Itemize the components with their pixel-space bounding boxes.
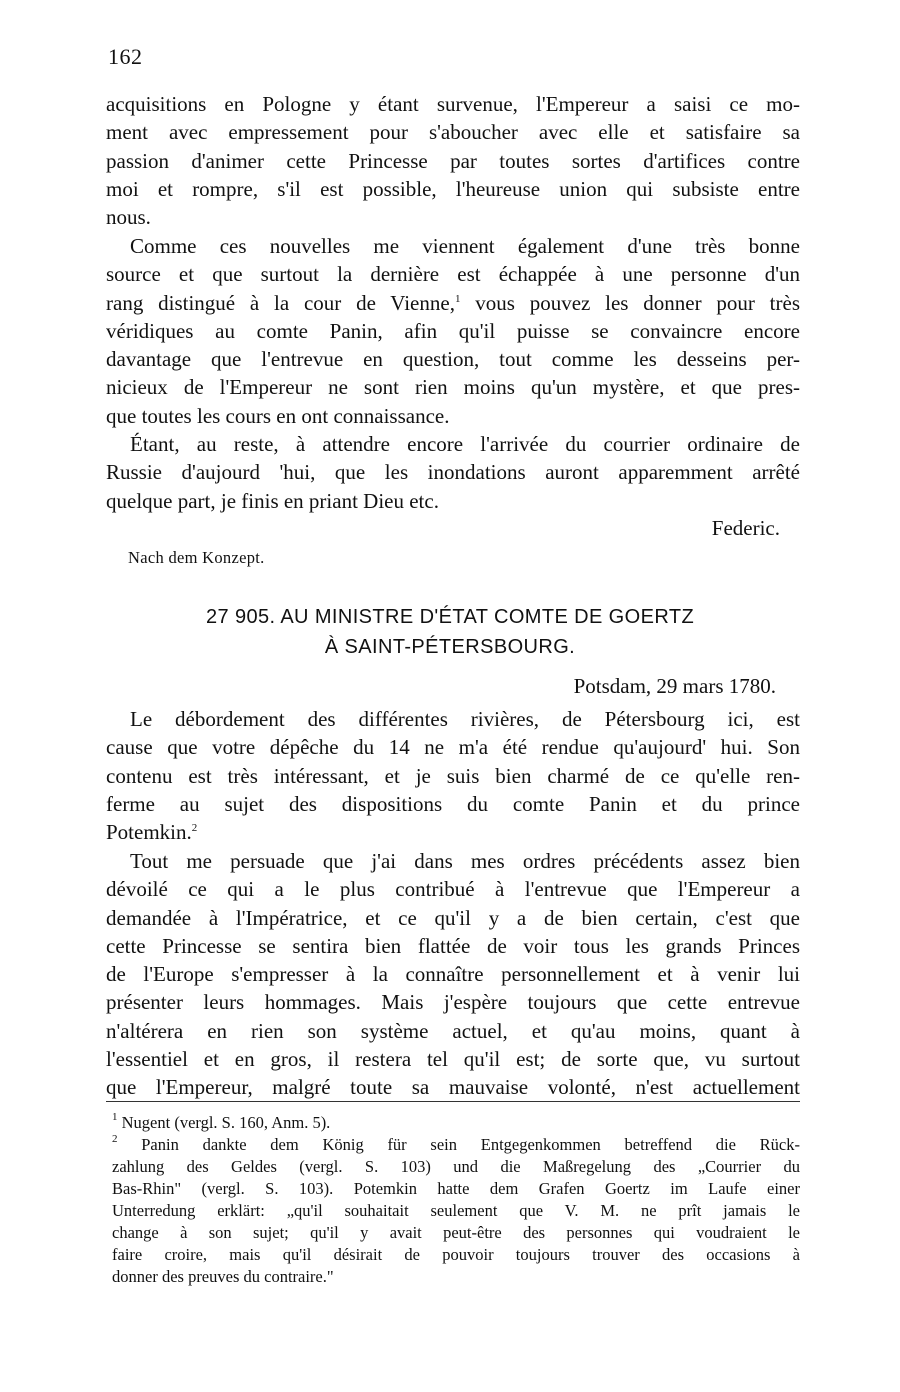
footnote-2-line: donner des preuves du contraire." <box>112 1267 334 1286</box>
text-line: cause que votre dépêche du 14 ne m'a été rendue qu'aujourd' hui. Son <box>106 735 800 760</box>
text-line: contenu est très intéressant, et je suis bien charmé de ce qu'elle ren- <box>106 763 800 788</box>
letter-heading-line2: À SAINT-PÉTERSBOURG. <box>324 636 576 658</box>
footnote-2-line <box>112 1134 800 1156</box>
text-line-fragment: vous pouvez les donner pour très <box>475 290 800 315</box>
text-line: davantage que l'entrevue en question, tout comme les desseins per- <box>106 347 800 372</box>
text-line <box>106 260 800 288</box>
paragraph-news-source <box>106 232 800 430</box>
text-line: Le débordement des différentes rivières, de Pétersbourg ici, est <box>130 707 800 731</box>
text-line <box>106 818 800 846</box>
paragraph-continuation <box>106 90 800 231</box>
text-line: que l'Empereur, malgré toute sa mauvaise volonté, n'est actuellement <box>106 1075 800 1100</box>
text-line: présenter leurs hommages. Mais j'espère toujours que cette entrevue <box>106 990 800 1015</box>
text-line: demandée à l'Impératrice, et ce qu'il y a de bien certain, c'est que <box>106 905 800 930</box>
text-line: que toutes les cours en ont connaissance. <box>106 403 450 428</box>
text-line: acquisitions en Pologne y étant survenue, l'Empereur a saisi ce mo- <box>106 92 800 116</box>
page-number: 162 <box>108 44 143 69</box>
text-line: nicieux de l'Empereur ne sont rien moins qu'un mystère, et que pres- <box>106 375 800 400</box>
text-line: Russie d'aujourd 'hui, que les inondations auront apparemment arrêté <box>106 460 800 485</box>
footnotes <box>112 1112 800 1288</box>
footnote-ref-2: 2 <box>191 822 198 835</box>
footnote-ref-1: 1 <box>454 292 461 305</box>
text-line: Comme ces nouvelles me viennent également d'une très bonne <box>130 234 800 258</box>
text-line: nous. <box>106 205 151 230</box>
footnote-2-line: faire croire, mais qu'il désirait de pouvoir toujours trouver des occasions à <box>112 1245 800 1264</box>
text-line: passion d'animer cette Princesse par toutes sortes d'artifices contre <box>106 148 800 173</box>
text-line: de l'Europe s'empresser à la connaître personnellement et à venir lui <box>106 962 800 987</box>
signature: Federic. <box>711 516 780 540</box>
text-line-fragment: rang distingué à la cour de Vienne, <box>106 290 455 315</box>
footnote-1 <box>112 1112 800 1134</box>
footnote-text: Panin dankte dem König für sein Entgegenkommen betreffend die Rück- <box>141 1135 800 1154</box>
text-line: n'altérera en rien son système actuel, et qu'au moins, quant à <box>106 1018 800 1043</box>
paragraph-letter-body <box>106 847 800 1102</box>
footnote-2-line: Bas-Rhin" (vergl. S. 103). Potemkin hatte dem Grafen Goertz im Laufe einer <box>112 1179 800 1198</box>
text-line-fragment: Potemkin. <box>106 820 192 845</box>
footnote-mark-1: 1 <box>112 1111 118 1123</box>
text-line <box>106 289 800 317</box>
text-line: dévoilé ce qui a le plus contribué à l'entrevue que l'Empereur a <box>106 877 800 902</box>
letter-heading-line1: 27 905. AU MINISTRE D'ÉTAT COMTE DE GOERTZ <box>205 606 695 628</box>
text-line-fragment: source et que surtout la dernière est échappée à une personne d'un <box>106 262 800 287</box>
text-line: l'essentiel et en gros, il restera tel qu'il est; de sorte que, vu surtout <box>106 1047 800 1072</box>
source-note: Nach dem Konzept. <box>128 548 265 567</box>
text-line: Tout me persuade que j'ai dans mes ordres précédents assez bien <box>130 849 800 873</box>
dateline: Potsdam, 29 mars 1780. <box>573 674 776 698</box>
text-line: quelque part, je finis en priant Dieu etc. <box>106 488 439 513</box>
paragraph-letter-opening <box>106 705 800 846</box>
footnote-2-line: zahlung des Geldes (vergl. S. 103) und die Maßregelung des „Courrier du <box>112 1157 800 1176</box>
text-line: Étant, au reste, à attendre encore l'arrivée du courrier ordinaire de <box>130 432 800 456</box>
text-line: véridiques au comte Panin, afin qu'il puisse se convaincre encore <box>106 318 800 343</box>
text-line: ferme au sujet des dispositions du comte Panin et du prince <box>106 791 800 816</box>
text-line: cette Princesse se sentira bien flattée de voir tous les grands Princes <box>106 933 800 958</box>
text-line: ment avec empressement pour s'aboucher avec elle et satisfaire sa <box>106 120 800 145</box>
paragraph-closing <box>106 430 800 515</box>
footnote-text: Nugent (vergl. S. 160, Anm. 5). <box>121 1113 331 1132</box>
footnote-divider <box>106 1101 800 1102</box>
footnote-2-line: change à son sujet; qu'il y avait peut-être des personnes qui voudraient le <box>112 1223 800 1242</box>
footnote-mark-2: 2 <box>112 1133 118 1145</box>
text-line: moi et rompre, s'il est possible, l'heureuse union qui subsiste entre <box>106 176 800 201</box>
footnote-2-line: Unterredung erklärt: „qu'il souhaitait seulement que V. M. ne prît jamais le <box>112 1201 800 1220</box>
